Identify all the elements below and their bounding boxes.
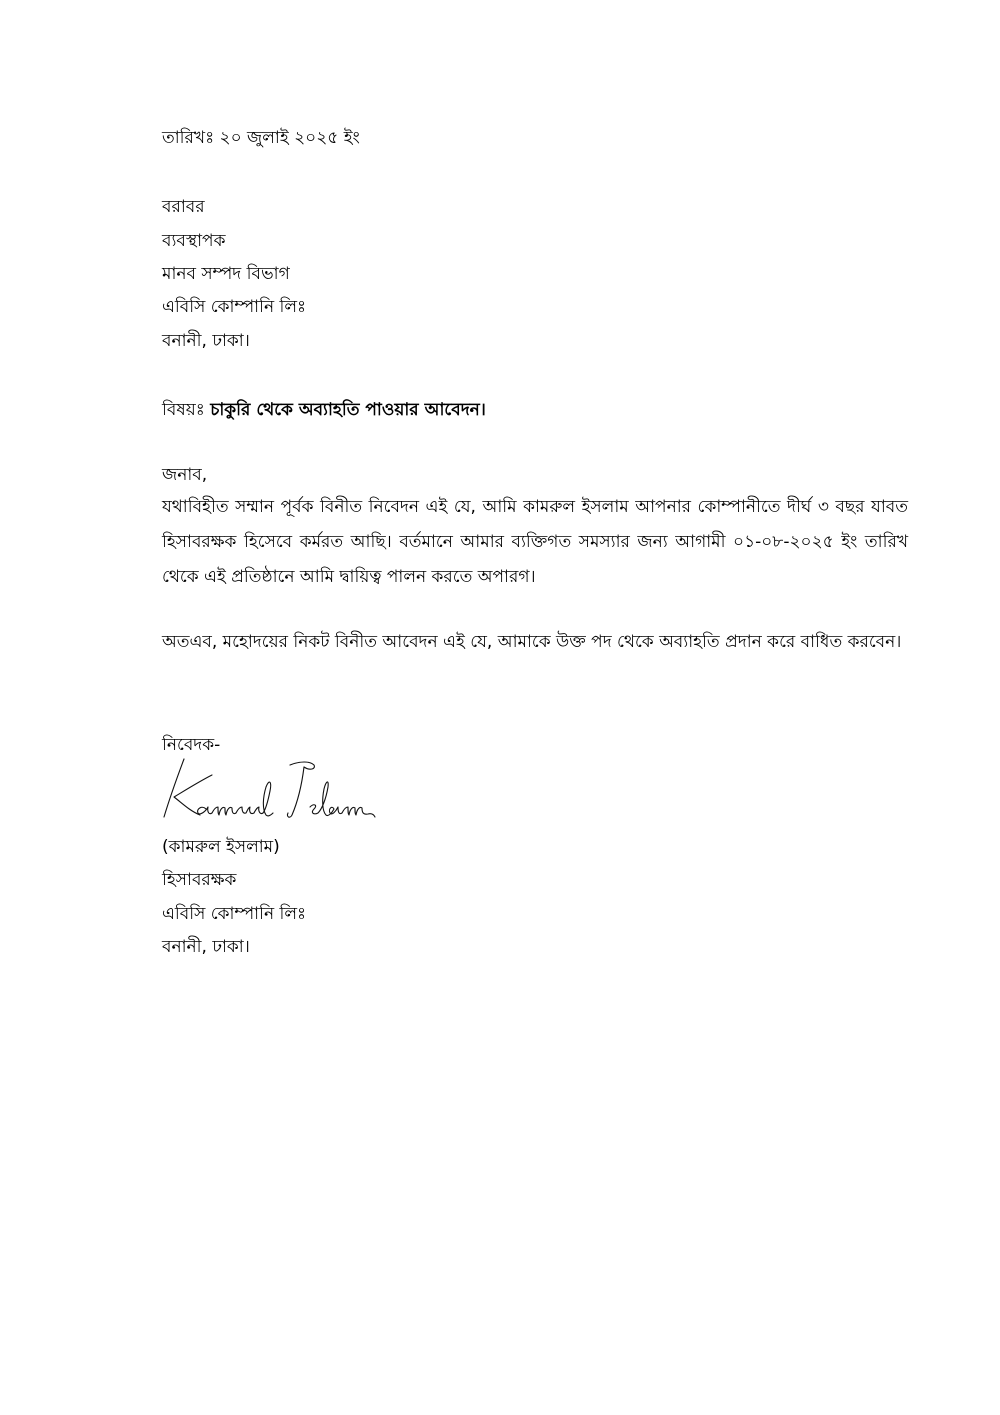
signature-stroke [310,782,375,817]
subject-line [162,398,486,422]
body-paragraph-2: অতএব, মহোদয়ের নিকট বিনীত আবেদন এই যে, আমাকে উক্ত পদ থেকে অব্যাহতি প্রদান করে বাধিত করবেন। [162,632,902,652]
salutation: জনাব, [162,465,208,485]
sender-company: এবিসি কোম্পানি লিঃ [162,904,307,924]
signature-stroke [164,759,184,817]
signature-stroke [287,767,304,817]
closing: নিবেদক- [162,735,221,755]
sender-address: বনানী, ঢাকা। [162,937,250,957]
signature-stroke [290,762,314,769]
recipient-designation: ব্যবস্থাপক [162,231,226,251]
subject-label: বিষয়ঃ [162,400,205,420]
recipient-to: বরাবর [162,197,205,217]
signature [162,757,377,823]
recipient-department: মানব সম্পদ বিভাগ [162,264,290,284]
signature-stroke [198,782,273,816]
recipient-company: এবিসি কোম্পানি লিঃ [162,297,307,317]
sender-name: (কামরুল ইসলাম) [162,837,280,857]
body-paragraph-1: যথাবিহীত সম্মান পূর্বক বিনীত নিবেদন এই যে, আমি কামরুল ইসলাম আপনার কোম্পানীতে দীর্ঘ ৩ বছর যাবত হিসাবরক্ষক হিসেবে কর্মরত আছি। বর্তমানে আমার ব্যক্তিগত সমস্যার জন্য আগামী ০১-০৮-২০২৫ ইং তারিখ থেকে এই প্রতিষ্ঠানে আমি দ্বায়িত্ব পালন করতে অপারগ। [162,497,908,587]
recipient-address: বনানী, ঢাকা। [162,331,250,351]
subject-text: চাকুরি থেকে অব্যাহতি পাওয়ার আবেদন। [210,400,486,420]
sender-designation: হিসাবরক্ষক [162,870,237,890]
letter-date: তারিখঃ ২০ জুলাই ২০২৫ ইং [162,128,360,148]
